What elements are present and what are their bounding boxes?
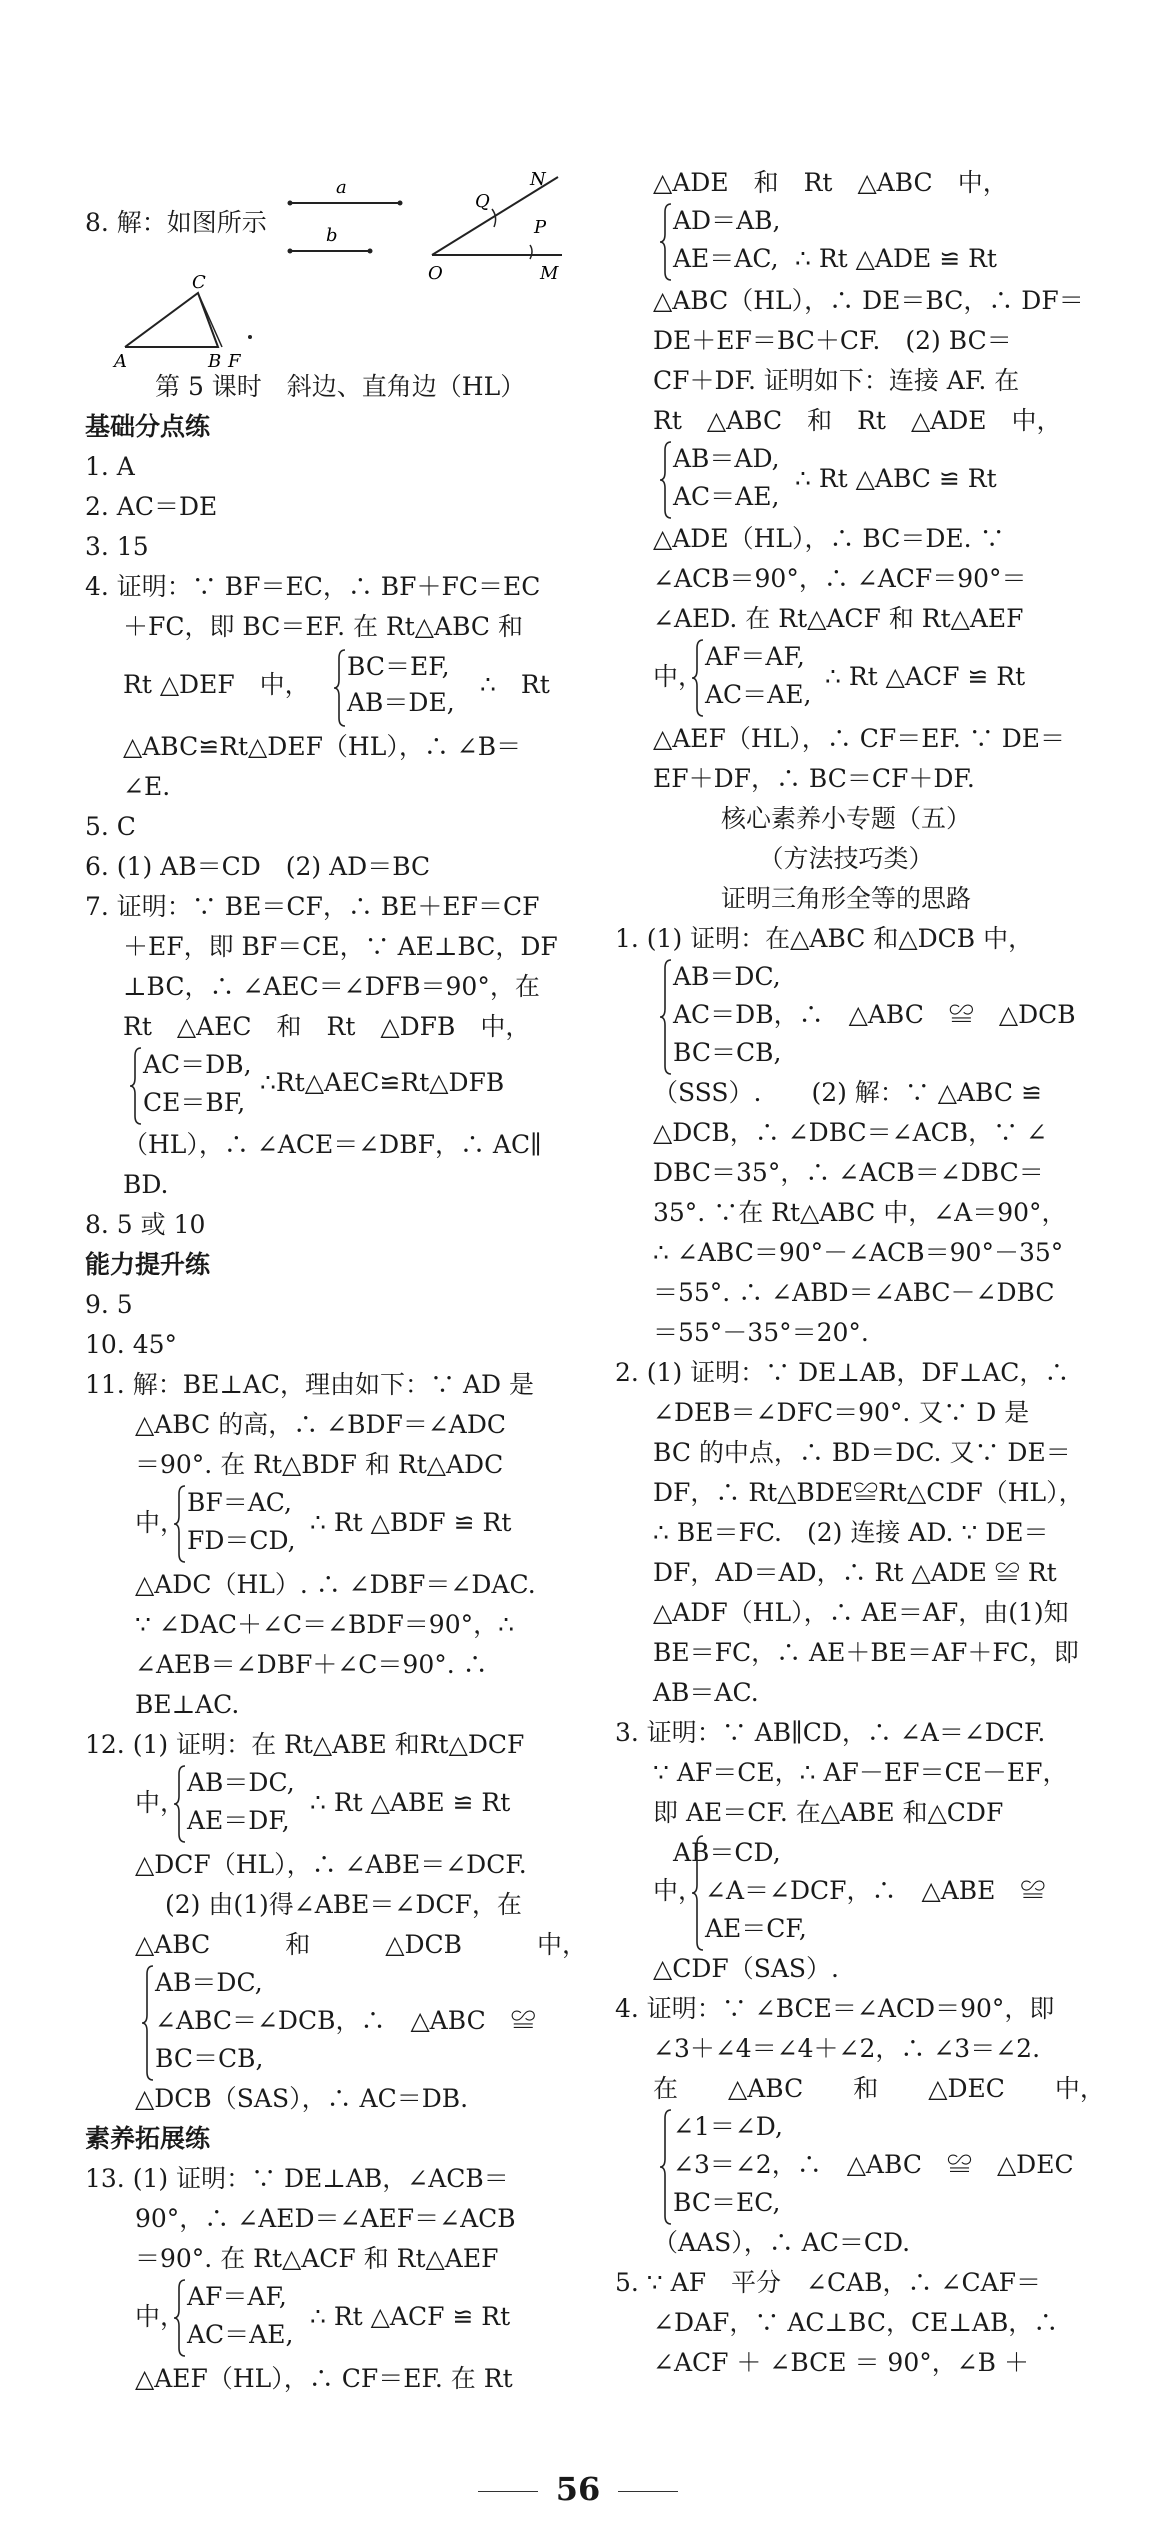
answer-line: BF＝AC, [187, 1488, 292, 1517]
label-a: a [336, 177, 347, 198]
answer-line: ＋EF，即 BF＝CE，∵ AE⊥BC，DF [123, 932, 558, 961]
answer-line: AC＝DB，∴ △ABC ≌ △DCB [673, 1000, 1076, 1029]
answer-line: ∴ Rt [480, 670, 550, 699]
answer-line: 5. ∵ AF 平分 ∠CAB，∴ ∠CAF＝ [615, 2268, 1041, 2297]
answer-line: △ADE（HL），∴ BC＝DE. ∵ [653, 524, 1005, 553]
answer-line: 4. 证明：∵ ∠BCE＝∠ACD＝90°，即 [615, 1994, 1055, 2023]
answer-line: AC＝AE, [705, 680, 812, 709]
answer-line: 中， [653, 1876, 704, 1905]
answer-line: AB＝AC. [653, 1678, 759, 1707]
answer-line: （HL），∴ ∠ACE＝∠DBF，∴ AC∥ [123, 1130, 542, 1159]
answer-line: ∠1＝∠D, [673, 2112, 783, 2141]
answer-line: AE＝CF, [705, 1914, 807, 1943]
answer-line: 2. AC＝DE [85, 492, 218, 521]
answer-line: △DCB（SAS），∴ AC＝DB. [135, 2084, 469, 2113]
answer-line: ∴ Rt △BDF ≌ Rt [310, 1508, 512, 1537]
answer-line: 2. (1) 证明：∵ DE⊥AB，DF⊥AC，∴ [615, 1358, 1070, 1387]
answer-line: Rt △ABC 和 Rt △ADE 中， [653, 406, 1062, 435]
system-brace [691, 638, 705, 718]
system-brace [659, 958, 673, 1076]
answer-line: CE＝BF, [143, 1088, 246, 1117]
label-F: F [228, 351, 241, 372]
answer-line: 12. (1) 证明：在 Rt△ABE 和Rt△DCF [85, 1730, 525, 1759]
answer-line: 中， [135, 1508, 186, 1537]
answer-line: BE⊥AC. [135, 1690, 240, 1719]
topic-heading: 核心素养小专题（五） [720, 804, 971, 833]
label-A: A [114, 351, 127, 372]
answer-line: ∠ACF ＋ ∠BCE ＝ 90°，∠B ＋ [653, 2348, 1030, 2377]
answer-line: ∴Rt△AEC≌Rt△DFB [260, 1068, 505, 1097]
answer-line: ∴ Rt △ADE ≌ Rt [795, 244, 997, 273]
answer-line: ∵ AF＝CE，∴ AF－EF＝CE－EF， [653, 1758, 1068, 1787]
answer-line: AD＝AB, [673, 206, 781, 235]
answer-line: △AEF（HL），∴ CF＝EF. ∵ DE＝ [653, 724, 1066, 753]
answer-line: （SSS）. (2) 解：∵ △ABC ≌ [653, 1078, 1042, 1107]
answer-line: ∠AEB＝∠DBF＋∠C＝90°. ∴ [135, 1650, 488, 1679]
answer-line: BC＝EF, [347, 652, 450, 681]
answer-line: AC＝DB, [143, 1050, 252, 1079]
answer-line: ＝90°. 在 Rt△BDF 和 Rt△ADC [135, 1450, 504, 1479]
answer-line: DE＋EF＝BC＋CF. (2) BC＝ [653, 326, 1012, 355]
answer-line: 13. (1) 证明：∵ DE⊥AB，∠ACB＝ [85, 2164, 509, 2193]
answer-line: 10. 45° [85, 1330, 178, 1359]
answer-line: ∴ Rt △ACF ≌ Rt [825, 662, 1026, 691]
answer-line: 35°. ∵在 Rt△ABC 中，∠A＝90°， [653, 1198, 1067, 1227]
answer-line: △DCF（HL），∴ ∠ABE＝∠DCF. [135, 1850, 527, 1879]
answer-line: △DCB，∴ ∠DBC＝∠ACB，∵ ∠ [653, 1118, 1048, 1147]
answer-line: 3. 15 [85, 532, 149, 561]
answer-line: DF，∴ Rt△BDE≌Rt△CDF（HL）， [653, 1478, 1084, 1507]
answer-line: DF，AD＝AD，∴ Rt △ADE ≌ Rt [653, 1558, 1057, 1587]
answer-line: ∴ Rt △ABE ≌ Rt [310, 1788, 511, 1817]
system-brace [659, 2108, 673, 2226]
answer-line: ＝55°. ∴ ∠ABD＝∠ABC－∠DBC [653, 1278, 1055, 1307]
answer-line: 5. C [85, 812, 136, 841]
system-brace [173, 1484, 187, 1564]
answer-line: △ADF（HL），∴ AE＝AF，由(1)知 [653, 1598, 1069, 1627]
label-Q: Q [475, 191, 490, 212]
answer-line: ∠DAF，∵ AC⊥BC，CE⊥AB，∴ [653, 2308, 1059, 2337]
answer-line: 第 5 课时 斜边、直角边（HL） [155, 372, 526, 401]
answer-line: AB＝CD, [673, 1838, 781, 1867]
section-heading: 素养拓展练 [85, 2124, 211, 2153]
label-b: b [326, 225, 338, 246]
answer-line: 中， [653, 662, 704, 691]
answer-line: AC＝AE, [187, 2320, 294, 2349]
answer-line: ⊥BC，∴ ∠AEC＝∠DFB＝90°，在 [123, 972, 540, 1001]
answer-line: AB＝DC, [673, 962, 781, 991]
answer-line: Rt △AEC 和 Rt △DFB 中， [123, 1012, 531, 1041]
system-brace [173, 1764, 187, 1844]
answer-line: 中， [135, 2302, 186, 2331]
system-brace [659, 202, 673, 282]
answer-line: △CDF（SAS）. [653, 1954, 839, 1983]
answer-line: FD＝CD, [187, 1526, 296, 1555]
label-M: M [540, 263, 559, 284]
answer-line: △ABC（HL），∴ DE＝BC，∴ DF＝ [653, 286, 1084, 315]
answer-line: △ABC 的高，∴ ∠BDF＝∠ADC [135, 1410, 507, 1439]
answer-line: △ADE 和 Rt △ABC 中， [653, 168, 1008, 197]
answer-line: AC＝AE, [673, 482, 780, 511]
answer-line: BE＝FC，∴ AE＋BE＝AF＋FC，即 [653, 1638, 1079, 1667]
answer-line: EF＋DF，∴ BC＝CF＋DF. [653, 764, 975, 793]
answer-line: △ABC 和 △DCB 中， [135, 1930, 588, 1959]
answer-line: AE＝DF, [187, 1806, 290, 1835]
answer-line: DBC＝35°，∴ ∠ACB＝∠DBC＝ [653, 1158, 1044, 1187]
answer-line: ∴ Rt △ABC ≌ Rt [795, 464, 997, 493]
answer-line: ∠ABC＝∠DCB，∴ △ABC ≌ [155, 2006, 536, 2035]
answer-line: 11. 解：BE⊥AC，理由如下：∵ AD 是 [85, 1370, 535, 1399]
answer-line: ∴ BE＝FC. (2) 连接 AD. ∵ DE＝ [653, 1518, 1049, 1547]
label-B: B [208, 351, 222, 372]
answer-line: 1. A [85, 452, 135, 481]
answer-line: AB＝DC, [155, 1968, 263, 1997]
answer-line: 6. (1) AB＝CD (2) AD＝BC [85, 852, 431, 881]
answer-line: 4. 证明：∵ BF＝EC，∴ BF＋FC＝EC [85, 572, 541, 601]
construction-figure [110, 165, 580, 380]
answer-line: BC＝CB, [155, 2044, 264, 2073]
label-P: P [534, 217, 547, 238]
answer-line: ＝90°. 在 Rt△ACF 和 Rt△AEF [135, 2244, 499, 2273]
answer-line: BD. [123, 1170, 169, 1199]
answer-line: ＝55°－35°＝20°. [653, 1318, 869, 1347]
system-brace [129, 1046, 143, 1126]
answer-line: AB＝AD, [673, 444, 780, 473]
answer-line: BC 的中点，∴ BD＝DC. 又∵ DE＝ [653, 1438, 1071, 1467]
answer-line: (2) 由(1)得∠ABE＝∠DCF，在 [165, 1890, 522, 1919]
answer-line: ∠3＝∠2，∴ △ABC ≌ △DEC [673, 2150, 1074, 2179]
answer-line: AF＝AF, [187, 2282, 287, 2311]
answer-line: AF＝AF, [705, 642, 805, 671]
answer-line: CF＋DF. 证明如下：连接 AF. 在 [653, 366, 1020, 395]
answer-line: ＋FC，即 BC＝EF. 在 Rt△ABC 和 [123, 612, 523, 641]
answer-line: ∠3＋∠4＝∠4＋∠2，∴ ∠3＝∠2. [653, 2034, 1041, 2063]
page-number-text: 56 [555, 2470, 601, 2508]
answer-line: △ADC（HL）. ∴ ∠DBF＝∠DAC. [135, 1570, 536, 1599]
answer-line: ∠E. [123, 772, 171, 801]
system-brace [141, 1964, 155, 2082]
section-heading: 能力提升练 [85, 1250, 211, 1279]
answer-line: BC＝CB, [673, 1038, 782, 1067]
section-heading: 基础分点练 [85, 412, 211, 441]
answer-line: 在 △ABC 和 △DEC 中， [653, 2074, 1105, 2103]
system-brace [691, 1834, 705, 1952]
answer-line: △ABC≌Rt△DEF（HL），∴ ∠B＝ [123, 732, 522, 761]
answer-line: 7. 证明：∵ BE＝CF，∴ BE＋EF＝CF [85, 892, 540, 921]
system-brace [333, 648, 347, 728]
label-N: N [530, 169, 546, 190]
answer-line: ∠ACB＝90°，∴ ∠ACF＝90°＝ [653, 564, 1027, 593]
system-brace [173, 2278, 187, 2358]
answer-line: 中， [135, 1788, 186, 1817]
topic-heading: （方法技巧类） [758, 844, 934, 873]
answer-line: AB＝DC, [187, 1768, 295, 1797]
answer-line: （AAS），∴ AC＝CD. [653, 2228, 911, 2257]
answer-line: 9. 5 [85, 1290, 133, 1319]
label-O: O [428, 263, 443, 284]
system-brace [659, 440, 673, 520]
answer-line: ∠DEB＝∠DFC＝90°. 又∵ D 是 [653, 1398, 1030, 1427]
label-C: C [192, 272, 206, 293]
answer-line: BC＝EC, [673, 2188, 781, 2217]
answer-line: Rt △DEF 中， [123, 670, 310, 699]
answer-line: 3. 证明：∵ AB∥CD，∴ ∠A＝∠DCF. [615, 1718, 1046, 1747]
answer-line: 8. 解：如图所示 [85, 208, 267, 237]
page-number [0, 2470, 1156, 2508]
answer-line: ∠A＝∠DCF，∴ △ABE ≌ [705, 1876, 1046, 1905]
triangle [125, 293, 218, 347]
answer-line: AB＝DE, [347, 688, 455, 717]
answer-line: 90°，∴ ∠AED＝∠AEF＝∠ACB [135, 2204, 516, 2233]
answer-line: 1. (1) 证明：在△ABC 和△DCB 中， [615, 924, 1034, 953]
answer-line: 8. 5 或 10 [85, 1210, 206, 1239]
answer-line: ∠AED. 在 Rt△ACF 和 Rt△AEF [653, 604, 1024, 633]
answer-line: △AEF（HL），∴ CF＝EF. 在 Rt [135, 2364, 513, 2393]
answer-line: ∴ Rt △ACF ≌ Rt [310, 2302, 511, 2331]
answer-line: AE＝AC, [673, 244, 779, 273]
answer-line: 即 AE＝CF. 在△ABE 和△CDF [653, 1798, 1004, 1827]
answer-line: ∴ ∠ABC＝90°－∠ACB＝90°－35° [653, 1238, 1064, 1267]
topic-heading: 证明三角形全等的思路 [720, 884, 971, 913]
answer-line: ∵ ∠DAC＋∠C＝∠BDF＝90°，∴ [135, 1610, 515, 1639]
